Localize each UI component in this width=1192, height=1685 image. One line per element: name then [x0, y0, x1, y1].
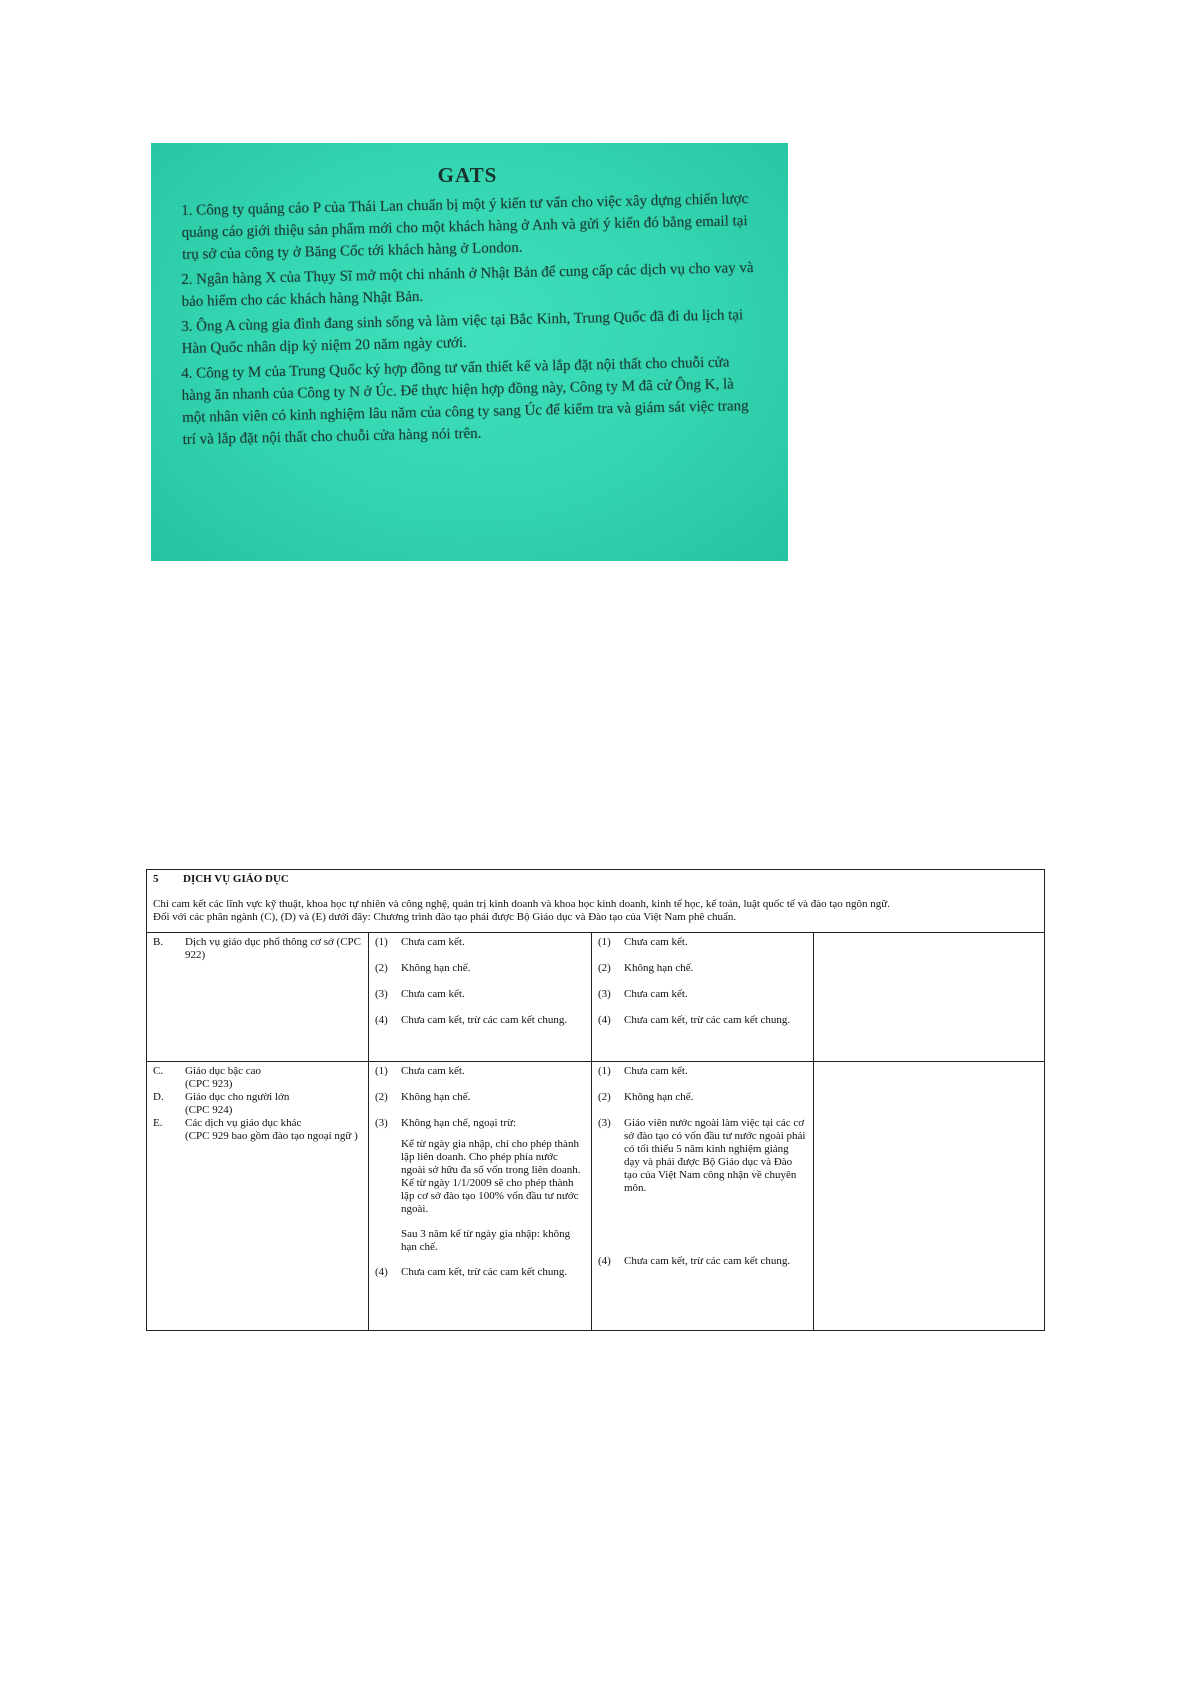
- table-row: [147, 933, 1045, 1062]
- list-item: [375, 1014, 585, 1027]
- sector-name: [185, 1091, 362, 1117]
- list-item: [598, 1117, 807, 1195]
- list-item: [375, 1138, 585, 1266]
- slide-item-4: 4. Công ty M của Trung Quốc ký hợp đồng tư vấn thiết kế và lắp đặt nội thất cho chuỗi cửa hàng ăn nhanh của Công ty N ở Úc. Để thực hiện hợp đồng này, Công ty M đã cử Ông K, là một nhân viên có kinh nghiệm lâu năm của công ty sang Úc để kiểm tra và giám sát việc trang trí và lắp đặt nội thất cho chuỗi cửa hàng nói trên.: [181, 354, 749, 448]
- sector-name: [185, 1117, 362, 1143]
- entry-label: (2): [598, 962, 611, 974]
- entry-text: Chưa cam kết.: [624, 1065, 688, 1077]
- slide-item-2: 2. Ngân hàng X của Thụy Sĩ mở một chi nhánh ở Nhật Bản để cung cấp các dịch vụ cho vay và bảo hiểm cho các khách hàng Nhật Bản.: [181, 260, 754, 310]
- sector-name-text: Giáo dục bậc cao: [185, 1065, 262, 1077]
- sector-name-text: Giáo dục cho người lớn: [185, 1091, 290, 1103]
- sector-code: (CPC 929 bao gồm đào tạo ngoại ngữ ): [185, 1130, 358, 1142]
- slide-item-3: 3. Ông A cùng gia đình đang sinh sống và làm việc tại Bắc Kinh, Trung Quốc đã đi du lịch tại Hàn Quốc nhân dịp kỷ niệm 20 năm ngày cưới.: [181, 307, 744, 357]
- entry-text: Chưa cam kết, trừ các cam kết chung.: [624, 1014, 791, 1026]
- entry-label: (1): [375, 936, 388, 948]
- national-treatment-cell: [592, 933, 814, 1062]
- list-item: [375, 936, 585, 949]
- national-treatment-cell: [592, 1062, 814, 1331]
- entry-label: (4): [598, 1014, 611, 1026]
- sector-cell: [147, 1062, 369, 1331]
- entry-label: (1): [598, 1065, 611, 1077]
- entry-label: (4): [598, 1255, 611, 1267]
- entry-text: Chưa cam kết.: [401, 988, 465, 1000]
- section-title: [153, 873, 1038, 886]
- list-item: [375, 1091, 585, 1104]
- sector-code: (CPC 924): [185, 1104, 233, 1116]
- entry-label: (1): [375, 1065, 388, 1077]
- entry-label: (1): [598, 936, 611, 948]
- sector-name-text: Các dịch vụ giáo dục khác: [185, 1117, 302, 1129]
- entry-text: Không hạn chế, ngoại trừ:: [401, 1117, 517, 1129]
- list-item: [375, 988, 585, 1001]
- market-access-cell: [369, 933, 592, 1062]
- list-item: [598, 1014, 807, 1027]
- commitment-table: [146, 869, 1045, 1331]
- additional-commitments-cell: [814, 933, 1045, 1062]
- header-line-1: Chỉ cam kết các lĩnh vực kỹ thuật, khoa học tự nhiên và công nghệ, quản trị kinh doanh và khoa học kinh doanh, kinh tế học, kế toán, luật quốc tế và đào tạo ngôn ngữ.: [153, 898, 890, 910]
- section-title-text: DỊCH VỤ GIÁO DỤC: [183, 873, 289, 885]
- additional-commitments-cell: [814, 1062, 1045, 1331]
- entry-text: Chưa cam kết.: [401, 1065, 465, 1077]
- entry-label: (2): [598, 1091, 611, 1103]
- entry-text: Chưa cam kết.: [624, 936, 688, 948]
- spacer: [598, 1208, 807, 1255]
- sector-letter: C.: [153, 1065, 164, 1077]
- list-item: [598, 1255, 807, 1268]
- list-item: [598, 1065, 807, 1078]
- entry-text: Chưa cam kết, trừ các cam kết chung.: [624, 1255, 791, 1267]
- sector-code: (CPC 923): [185, 1078, 233, 1090]
- slide-item-1: 1. Công ty quảng cáo P của Thái Lan chuẩn bị một ý kiến tư vấn cho việc xây dựng chiến lược quảng cáo giới thiệu sản phẩm mới cho một khách hàng ở Anh và gửi ý kiến đó bằng email tại trụ sở của công ty ở Băng Cốc tới khách hàng ở London.: [181, 191, 749, 263]
- sector-letter: D.: [153, 1091, 164, 1103]
- entry-text: Không hạn chế.: [401, 1091, 471, 1103]
- table-header-row: [147, 870, 1045, 933]
- table-row: [147, 1062, 1045, 1331]
- entry-label: (3): [598, 1117, 611, 1129]
- entry-text: Chưa cam kết.: [401, 936, 465, 948]
- entry-text: Chưa cam kết, trừ các cam kết chung.: [401, 1014, 568, 1026]
- sector-letter: E.: [153, 1117, 163, 1129]
- entry-label: (2): [375, 1091, 388, 1103]
- entry-label: (4): [375, 1014, 388, 1026]
- entry-text: Không hạn chế.: [624, 1091, 694, 1103]
- entry-label: (3): [375, 988, 388, 1000]
- gats-slide: [151, 143, 788, 561]
- header-line-2: Đối với các phân ngành (C), (D) và (E) dưới đây: Chương trình đào tạo phải được Bộ Giáo dục và Đào tạo của Việt Nam phê chuẩn.: [153, 911, 737, 923]
- entry-text: Không hạn chế.: [401, 962, 471, 974]
- list-item: [375, 1117, 585, 1130]
- entry-text: Không hạn chế.: [624, 962, 694, 974]
- sector-name: Dịch vụ giáo dục phổ thông cơ sở (CPC 922): [185, 936, 362, 961]
- sector-letter: B.: [153, 936, 164, 948]
- list-item: [598, 962, 807, 975]
- section-number: 5: [153, 873, 159, 885]
- entry-label: (3): [598, 988, 611, 1000]
- entry-label: (4): [375, 1266, 388, 1278]
- sector-cell: [147, 933, 369, 1062]
- entry-text: Giáo viên nước ngoài làm việc tại các cơ sở đào tạo có vốn đầu tư nước ngoài phải có tối thiểu 5 năm kinh nghiệm giảng dạy và phải được Bộ Giáo dục và Đào tạo của Việt Nam công nhận về chuyên môn.: [624, 1117, 806, 1194]
- entry-label: (2): [375, 962, 388, 974]
- list-item: [375, 1266, 585, 1279]
- sector-name: [185, 1065, 362, 1091]
- list-item: [598, 1091, 807, 1104]
- entry-label: (3): [375, 1117, 388, 1129]
- entry-text: Chưa cam kết.: [624, 988, 688, 1000]
- list-item: [375, 962, 585, 975]
- list-item: [375, 1065, 585, 1078]
- list-item: [598, 988, 807, 1001]
- entry-text: Chưa cam kết, trừ các cam kết chung.: [401, 1266, 568, 1278]
- slide-title: GATS: [437, 163, 498, 187]
- market-access-para-2: Sau 3 năm kể từ ngày gia nhập: không hạn chế.: [401, 1228, 571, 1253]
- market-access-para-1: Kể từ ngày gia nhập, chỉ cho phép thành lập liên doanh. Cho phép phía nước ngoài sở hữu đa số vốn trong liên doanh. Kể từ ngày 1/1/2009 sẽ cho phép thành lập cơ sở đào tạo 100% vốn đầu tư nước ngoài.: [401, 1138, 581, 1215]
- market-access-cell: [369, 1062, 592, 1331]
- table-header-cell: [147, 870, 1045, 933]
- list-item: [598, 936, 807, 949]
